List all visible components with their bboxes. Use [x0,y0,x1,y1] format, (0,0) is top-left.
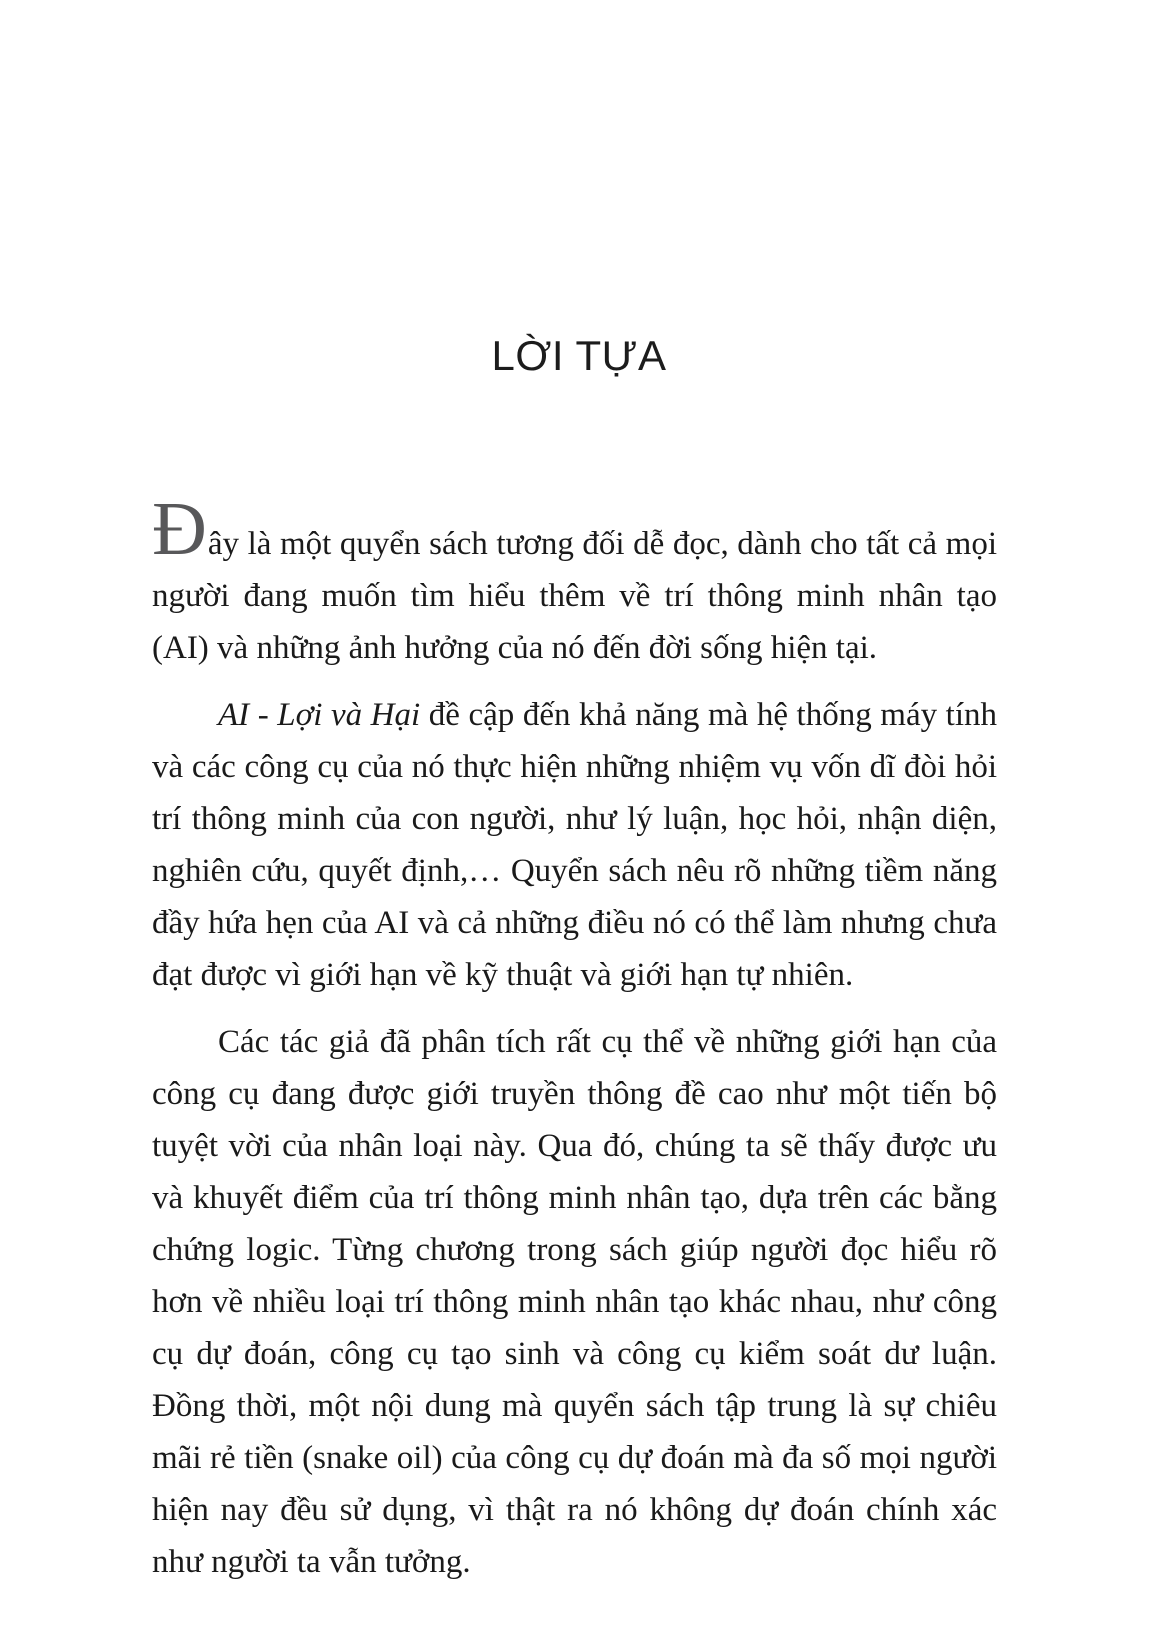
paragraph [152,1016,997,1588]
paragraph-text: Các tác giả đã phân tích rất cụ thể về những giới hạn của công cụ đang được giới truyền thông đề cao như một tiến bộ tuyệt vời của nhân loại này. Qua đó, chúng ta sẽ thấy được ưu và khuyết điểm của trí thông minh nhân tạo, dựa trên các bằng chứng logic. Từng chương trong sách giúp người đọc hiểu rõ hơn về nhiều loại trí thông minh nhân tạo khác nhau, như công cụ dự đoán, công cụ tạo sinh và công cụ kiểm soát dư luận. Đồng thời, một nội dung mà quyển sách tập trung là sự chiêu mãi rẻ tiền (snake oil) của công cụ dự đoán mà đa số mọi người hiện nay đều sử dụng, vì thật ra nó không dự đoán chính xác như người ta vẫn tưởng. [152,1024,997,1580]
preface-content [152,487,997,1588]
paragraph-text: đề cập đến khả năng mà hệ thống máy tính và các công cụ của nó thực hiện những nhiệm vụ vốn dĩ đòi hỏi trí thông minh của con người, như lý luận, học hỏi, nhận diện, nghiên cứu, quyết định,… Quyển sách nêu rõ những tiềm năng đầy hứa hẹn của AI và cả những điều nó có thể làm nhưng chưa đạt được vì giới hạn về kỹ thuật và giới hạn tự nhiên. [152,697,997,993]
paragraph [152,689,997,1001]
page-title: LỜI TỰA [491,332,667,379]
paragraph [152,487,997,674]
dropcap-letter: Đ [152,487,208,571]
paragraph-text: ây là một quyển sách tương đối dễ đọc, dành cho tất cả mọi người đang muốn tìm hiểu thêm về trí thông minh nhân tạo (AI) và những ảnh hưởng của nó đến đời sống hiện tại. [152,526,997,666]
book-title-italic: AI - Lợi và Hại [218,697,421,733]
